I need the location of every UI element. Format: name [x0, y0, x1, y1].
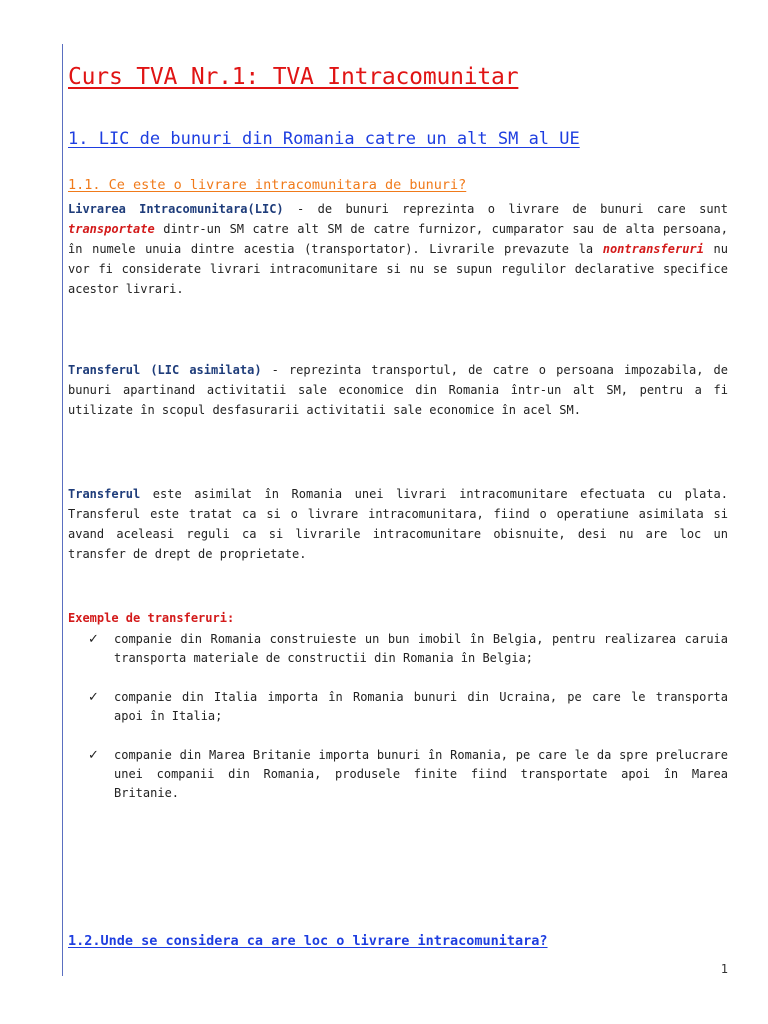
- document-title: Curs TVA Nr.1: TVA Intracomunitar: [68, 64, 519, 90]
- paragraph-text: - reprezinta transportul, de catre o persoana impozabila, de bunuri apartinand activitatii sale economice din Romania într-un alt SM, pentru a fi utilizate în scopul desfasurarii activitatii sale economice în acel SM.: [68, 363, 728, 417]
- term-transfer-lic-asimilata: Transferul (LIC asimilata): [68, 363, 262, 377]
- section-1-heading: 1. LIC de bunuri din Romania catre un alt SM al UE: [68, 129, 580, 149]
- paragraph-text: - de bunuri reprezinta o livrare de bunuri care sunt: [283, 202, 729, 216]
- emphasis-nontransferuri: nontransferuri: [602, 242, 704, 256]
- examples-list: [88, 630, 728, 823]
- term-lic: Livrarea Intracomunitara(LIC): [68, 202, 284, 216]
- list-item: [88, 630, 728, 668]
- page-margin-line: [62, 44, 63, 976]
- paragraph-text: este asimilat în Romania unei livrari intracomunitare efectuata cu plata. Transferul este tratat ca si o livrare intracomunitara, fiind o operatiune asimilata si avand aceleasi reguli ca si livrarile intracomunitare obisnuite, desi nu are loc un transfer de drept de proprietate.: [68, 487, 728, 561]
- page-number: 1: [720, 962, 728, 976]
- paragraph-text: dintr-un SM catre alt SM de catre furnizor, cumparator sau de alta persoana, în numele unuia dintre acestia (transportator). Livrarile prevazute la: [68, 222, 728, 256]
- paragraph-transfer-definition: [68, 360, 728, 420]
- list-item: [88, 746, 728, 803]
- section-1-1-heading: 1.1. Ce este o livrare intracomunitara de bunuri?: [68, 177, 467, 193]
- list-item: [88, 688, 728, 726]
- checkmark-icon: ✓: [88, 690, 99, 705]
- paragraph-lic-definition: [68, 199, 728, 299]
- checkmark-icon: ✓: [88, 632, 99, 647]
- examples-heading: Exemple de transferuri:: [68, 611, 235, 625]
- example-text: companie din Romania construieste un bun imobil în Belgia, pentru realizarea caruia transporta materiale de constructii din Romania în Belgia;: [114, 632, 728, 665]
- example-text: companie din Marea Britanie importa bunuri în Romania, pe care le da spre prelucrare unei companii din Romania, produsele finite fiind transportate apoi în Marea Britanie.: [114, 748, 728, 800]
- section-1-2-heading: 1.2.Unde se considera ca are loc o livrare intracomunitara?: [68, 933, 548, 949]
- paragraph-transfer-assimilated: [68, 484, 728, 564]
- paragraph-text: nu vor fi considerate livrari intracomunitare si nu se supun regulilor declarative specifice acestor livrari.: [68, 242, 728, 296]
- term-transfer: Transferul: [68, 487, 141, 501]
- checkmark-icon: ✓: [88, 748, 99, 763]
- example-text: companie din Italia importa în Romania bunuri din Ucraina, pe care le transporta apoi în Italia;: [114, 690, 728, 723]
- emphasis-transportate: transportate: [68, 222, 155, 236]
